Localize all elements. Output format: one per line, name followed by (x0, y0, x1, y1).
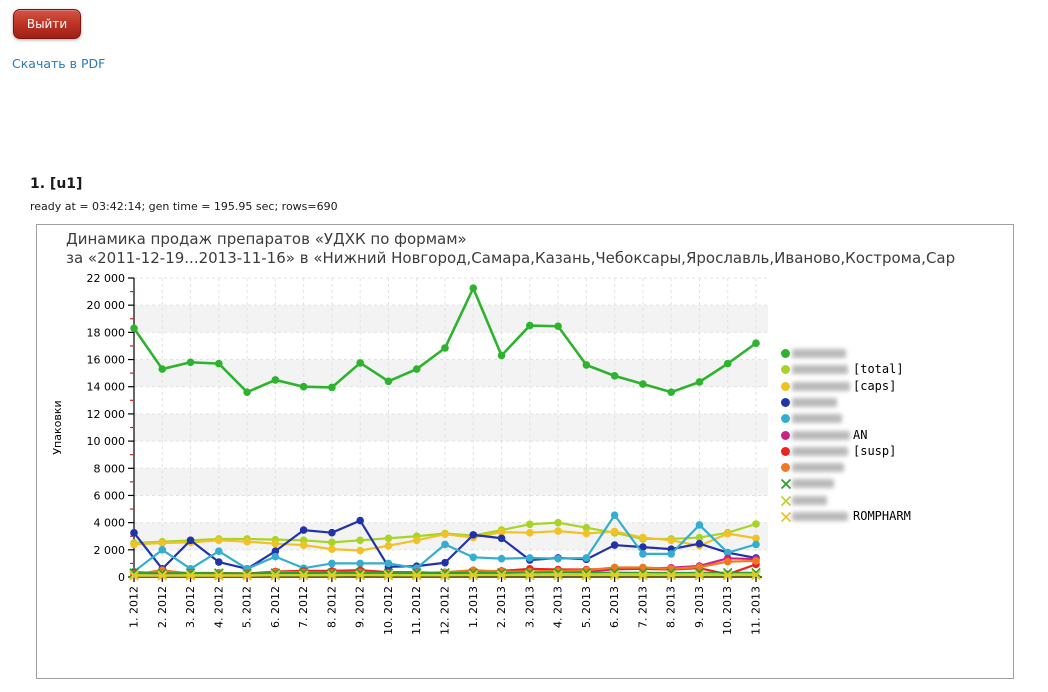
svg-text:5. 2013: 5. 2013 (579, 586, 593, 628)
legend-redacted-name (792, 414, 842, 423)
svg-text:22 000: 22 000 (86, 272, 125, 285)
svg-text:8 000: 8 000 (93, 462, 125, 476)
svg-text:6. 2013: 6. 2013 (608, 586, 622, 628)
svg-text:3. 2013: 3. 2013 (523, 586, 537, 628)
legend-dot-marker-icon (781, 447, 790, 456)
chart-subtitle: за «2011-12-19...2013-11-16» в «Нижний Новгород,Самара,Казань,Чебоксары,Ярославль,Иваново,Кострома,Сар (66, 249, 956, 267)
legend-redacted-name (792, 365, 848, 374)
svg-text:12 000: 12 000 (86, 407, 125, 421)
chart-legend (781, 225, 1013, 678)
svg-text:10. 2013: 10. 2013 (721, 586, 735, 635)
legend-dot-marker-icon (781, 414, 790, 423)
svg-text:7. 2013: 7. 2013 (636, 586, 650, 628)
report-status-line: ready at = 03:42:14; gen time = 195.95 sec; rows=690 (30, 200, 338, 213)
legend-dot-marker-icon (781, 349, 790, 358)
svg-text:11. 2013: 11. 2013 (749, 586, 763, 635)
legend-dot-marker-icon (781, 431, 790, 440)
legend-item (781, 347, 1013, 360)
legend-redacted-name (792, 463, 844, 472)
svg-text:Упаковки: Упаковки (51, 400, 64, 455)
svg-text:16 000: 16 000 (86, 353, 125, 367)
legend-x-marker-icon (780, 511, 792, 523)
chart-title: Динамика продаж препаратов «УДХК по формам» (66, 230, 467, 248)
legend-item (781, 477, 1013, 490)
legend-item (781, 461, 1013, 474)
legend-item-label: [total] (853, 362, 904, 377)
legend-item-label: ROMPHARM (853, 509, 911, 523)
svg-text:14 000: 14 000 (86, 380, 125, 394)
legend-dot-marker-icon (781, 365, 790, 374)
svg-text:9. 2013: 9. 2013 (692, 586, 706, 628)
legend-x-marker-icon (780, 478, 792, 490)
svg-text:11. 2012: 11. 2012 (410, 586, 424, 635)
svg-text:5. 2012: 5. 2012 (240, 586, 254, 628)
legend-item-label: [susp] (853, 443, 897, 458)
svg-text:18 000: 18 000 (86, 326, 125, 340)
legend-redacted-name (792, 431, 850, 440)
svg-text:6 000: 6 000 (93, 489, 125, 503)
svg-text:10 000: 10 000 (86, 435, 125, 449)
legend-item (781, 510, 1013, 523)
legend-item (781, 494, 1013, 507)
svg-text:9. 2012: 9. 2012 (353, 586, 367, 628)
section-heading: 1. [u1] (30, 176, 83, 192)
svg-text:7. 2012: 7. 2012 (297, 586, 311, 628)
legend-item (781, 412, 1013, 425)
legend-redacted-name (792, 479, 834, 488)
exit-button[interactable]: Выйти (13, 9, 81, 39)
svg-text:4 000: 4 000 (93, 516, 125, 530)
legend-redacted-name (792, 398, 837, 407)
legend-redacted-name (792, 512, 848, 521)
legend-dot-marker-icon (781, 398, 790, 407)
legend-dot-marker-icon (781, 382, 790, 391)
svg-text:10. 2012: 10. 2012 (381, 586, 395, 635)
svg-text:2. 2012: 2. 2012 (155, 586, 169, 628)
legend-redacted-name (792, 496, 827, 505)
svg-text:0: 0 (118, 571, 125, 584)
legend-redacted-name (792, 447, 848, 456)
legend-item (781, 396, 1013, 409)
pdf-download-link[interactable]: Скачать в PDF (12, 56, 106, 71)
legend-item-label: AN (853, 427, 868, 442)
svg-text:1. 2013: 1. 2013 (466, 586, 480, 628)
svg-text:12. 2012: 12. 2012 (438, 586, 452, 635)
legend-redacted-name (792, 349, 846, 358)
legend-item (781, 445, 1013, 458)
legend-item-label: [caps] (853, 378, 897, 393)
svg-text:2. 2013: 2. 2013 (495, 586, 509, 628)
svg-text:1. 2012: 1. 2012 (127, 586, 141, 628)
legend-item (781, 380, 1013, 393)
legend-dot-marker-icon (781, 463, 790, 472)
legend-item (781, 429, 1013, 442)
legend-redacted-name (792, 382, 850, 391)
svg-text:6. 2012: 6. 2012 (268, 586, 282, 628)
report-chart (36, 224, 1014, 679)
legend-item (781, 363, 1013, 376)
svg-text:4. 2012: 4. 2012 (212, 586, 226, 628)
svg-text:2 000: 2 000 (93, 543, 125, 557)
svg-text:8. 2013: 8. 2013 (664, 586, 678, 628)
svg-text:3. 2012: 3. 2012 (184, 586, 198, 628)
svg-text:8. 2012: 8. 2012 (325, 586, 339, 628)
svg-text:4. 2013: 4. 2013 (551, 586, 565, 628)
legend-x-marker-icon (780, 495, 792, 507)
svg-text:20 000: 20 000 (86, 299, 125, 313)
